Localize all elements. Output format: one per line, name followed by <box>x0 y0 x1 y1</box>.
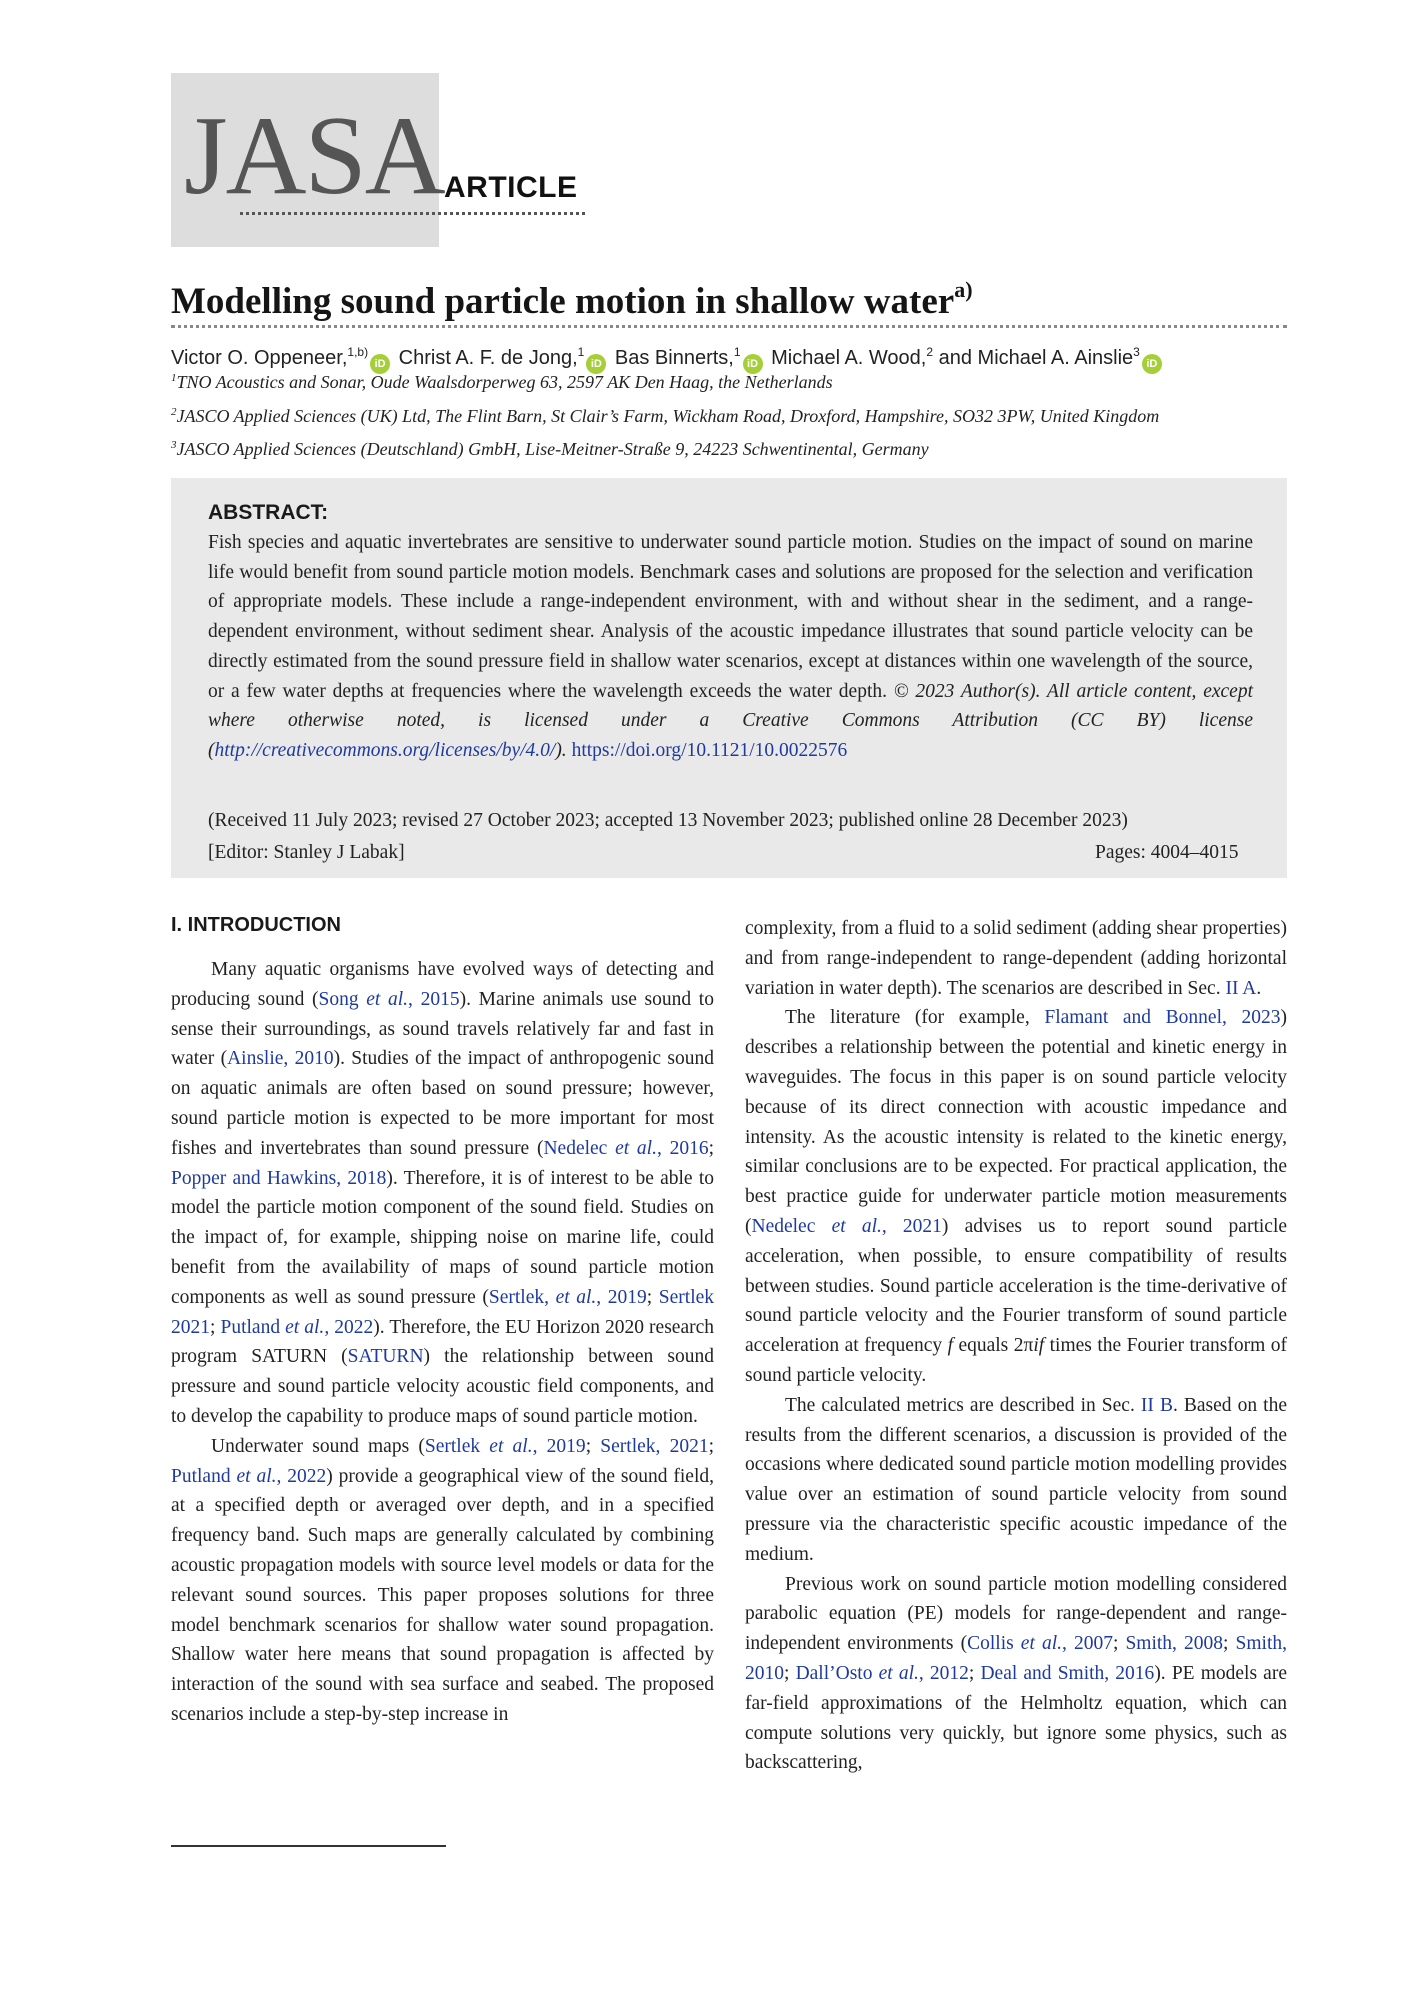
text: ; <box>210 1316 221 1338</box>
text: ; <box>784 1662 796 1684</box>
math-symbol: if <box>1033 1335 1045 1357</box>
citation-link[interactable] <box>425 1436 586 1457</box>
citation-text: , 2016 <box>656 1137 709 1159</box>
affiliation-text: TNO Acoustics and Sonar, Oude Waalsdorperweg 63, 2597 AK Den Haag, the Netherlands <box>176 372 833 392</box>
citation-text: Collis <box>967 1633 1021 1655</box>
received-dates: (Received 11 July 2023; revised 27 October 2023; accepted 13 November 2023; published online 28 December 2023) <box>208 810 1128 831</box>
orcid-icon[interactable]: iD <box>743 354 763 374</box>
citation-text: et al. <box>555 1286 597 1308</box>
text: ; <box>646 1286 659 1308</box>
paragraph <box>745 1003 1287 1390</box>
section-link[interactable]: II B <box>1140 1394 1173 1416</box>
text: . Based on the results from the different scenarios, a discussion is provided of the occasions where dedicated sound particle motion modelling provides value over an estimation of sound particle velocity from sound pressure via the characteristic specific acoustic impedance of the medium. <box>745 1394 1287 1565</box>
citation-text: , 2022 <box>276 1465 327 1487</box>
page-range: Pages: 4004–4015 <box>1095 842 1239 863</box>
citation-link[interactable] <box>967 1633 1113 1654</box>
orcid-icon[interactable]: iD <box>586 354 606 374</box>
citation-link[interactable]: Deal and Smith, 2016 <box>980 1662 1155 1684</box>
citation-link[interactable] <box>752 1216 942 1237</box>
editor-line: [Editor: Stanley J Labak] <box>208 842 405 863</box>
paper-title-text: Modelling sound particle motion in shallow water <box>171 281 955 322</box>
citation-text: et al. <box>615 1137 657 1159</box>
author-affiliation-marker: 1,b) <box>347 345 369 359</box>
affiliation-text: JASCO Applied Sciences (UK) Ltd, The Flint Barn, St Clair’s Farm, Wickham Road, Droxford, Hampshire, SO32 3PW, United Kingdom <box>176 406 1160 426</box>
citation-link[interactable]: Ainslie, 2010 <box>227 1048 334 1070</box>
text: ). Therefore, it is of interest to be able to model the particle motion component of the sound field. Studies on the impact of, for example, shipping noise on marine life, could benefit from the availability of maps of sound particle motion components as well as sound pressure ( <box>171 1167 714 1308</box>
text: The literature (for example, <box>785 1007 1045 1029</box>
citation-text: , 2021 <box>881 1215 942 1237</box>
citation-link[interactable]: Sertlek, 2021 <box>600 1435 709 1457</box>
text: ) the relationship between sound pressure and sound particle velocity acoustic field components, and to develop the capability to produce maps of sound particle motion. <box>171 1346 714 1427</box>
author-name: and Michael A. Ainslie <box>938 347 1134 369</box>
orcid-icon[interactable]: iD <box>1142 354 1162 374</box>
text: ; <box>968 1662 981 1684</box>
affiliation-marker: 2 <box>171 406 177 418</box>
logo-dotted-rule <box>240 212 585 215</box>
text: ; <box>708 1137 715 1159</box>
paragraph <box>171 955 714 1432</box>
license-link[interactable]: http://creativecommons.org/licenses/by/4.0/ <box>214 739 556 761</box>
text: ) advises us to report sound particle acceleration, when possible, to ensure compatibility of results between studies. Sound particle acceleration is the time-derivative of sound particle velocity and the Fourier transform of sound particle acceleration at frequency <box>745 1215 1288 1357</box>
citation-text: et al. <box>831 1215 882 1237</box>
title-footnote-marker: a) <box>954 277 973 302</box>
footnote-rule <box>171 1845 446 1847</box>
article-type-label: ARTICLE <box>444 171 578 204</box>
text: complexity, from a fluid to a solid sediment (adding shear properties) and from range-independent to range-dependent (adding horizontal variation in water depth). The scenarios are described in Sec. <box>745 918 1287 999</box>
citation-link[interactable] <box>220 1317 373 1338</box>
citation-text: et al. <box>878 1662 919 1684</box>
citation-text: et al. <box>366 988 409 1010</box>
paper-title <box>171 268 973 324</box>
text: ; <box>1112 1633 1126 1655</box>
affiliation-1 <box>171 366 833 394</box>
citation-text: Dall’Osto <box>795 1662 879 1684</box>
citation-link[interactable]: Smith, 2010 <box>745 1633 1287 1684</box>
text: times the Fourier transform of sound particle velocity. <box>745 1335 1287 1386</box>
citation-text: Putland <box>220 1316 286 1338</box>
text: Previous work on sound particle motion modelling considered parabolic equation (PE) models for range-dependent and range-independent environments ( <box>745 1573 1287 1655</box>
citation-text: Sertlek <box>424 1435 490 1457</box>
math-symbol: f <box>947 1335 953 1357</box>
citation-text: Putland <box>171 1465 237 1487</box>
citation-link[interactable] <box>318 989 459 1010</box>
author-affiliation-marker: 2 <box>926 345 934 359</box>
citation-text: , 2022 <box>324 1316 374 1338</box>
citation-link[interactable]: SATURN <box>347 1346 424 1368</box>
affiliation-marker: 3 <box>171 439 177 451</box>
text: ; <box>585 1435 601 1457</box>
author-affiliation-marker: 1 <box>577 345 585 359</box>
citation-link[interactable]: Smith, 2008 <box>1125 1633 1224 1655</box>
abstract-text: Fish species and aquatic invertebrates are sensitive to underwater sound particle motion. Studies on the impact of sound on marine life would benefit from sound particle motion models. Benchmark cases and solutions are proposed for the selection and verification of appropriate models. These include a range-independent environment, with and without shear in the sediment, and a range-dependent environment, without sediment shear. Analysis of the acoustic impedance illustrates that sound particle velocity can be directly estimated from the sound pressure field in shallow water scenarios, except at distances within one wavelength of the source, or a few water depths at frequencies where the wavelength exceeds the water depth. <box>208 532 1253 702</box>
section-heading: I. INTRODUCTION <box>171 914 341 936</box>
citation-text: et al. <box>236 1465 277 1487</box>
paragraph <box>745 1570 1287 1779</box>
right-column <box>745 914 1287 1778</box>
affiliation-marker: 1 <box>171 372 177 384</box>
citation-text: Nedelec <box>751 1215 832 1237</box>
citation-text: et al. <box>489 1435 533 1457</box>
text: The calculated metrics are described in Sec. <box>785 1394 1141 1416</box>
affiliation-text: JASCO Applied Sciences (Deutschland) GmbH, Lise-Meitner-Straße 9, 24223 Schwentinental, Germany <box>176 439 929 459</box>
paragraph <box>745 914 1287 1003</box>
author-affiliation-marker: 1 <box>733 345 741 359</box>
abstract-heading: ABSTRACT: <box>208 501 329 524</box>
citation-link[interactable] <box>489 1287 647 1308</box>
copyright-notice: © 2023 Author(s). All article content, except where otherwise noted, is licensed under a Creative Commons Attribution (CC BY) license ( <box>208 680 1254 761</box>
text: equals 2π <box>953 1335 1034 1357</box>
text: ) provide a geographical view of the sound field, at a specified depth or averaged over depth, and in a specified frequency band. Such maps are generally calculated by combining acoustic propagation models with source level models or data for the relevant sound sources. This paper proposes solutions for three model benchmark scenarios for shallow water sound propagation. Shallow water here means that sound propagation is affected by interaction of the sound with sea surface and seabed. The proposed scenarios include a step-by-step increase in <box>171 1465 715 1725</box>
abstract-body <box>208 528 1253 766</box>
orcid-icon[interactable]: iD <box>370 354 390 374</box>
citation-link[interactable] <box>796 1663 969 1684</box>
text: Underwater sound maps ( <box>211 1435 425 1457</box>
author-name: Bas Binnerts, <box>614 347 734 369</box>
text: ). Marine animals use sound to sense their surroundings, as sound travels relatively far and fast in water ( <box>171 988 714 1070</box>
author-name: Victor O. Oppeneer, <box>171 347 348 369</box>
citation-text: , 2019 <box>532 1435 586 1457</box>
text: ). PE models are far-field approximations of the Helmholtz equation, which can compute solutions very quickly, but ignore some physics, such as backscattering, <box>745 1662 1287 1774</box>
journal-logo: JASA <box>184 94 444 218</box>
text: ; <box>708 1435 715 1457</box>
citation-text: et al. <box>285 1316 325 1338</box>
text: . <box>1256 977 1262 999</box>
author-name: Michael A. Wood, <box>771 347 927 369</box>
affiliation-3 <box>171 433 929 461</box>
text: ) describes a relationship between the potential and kinetic energy in waveguides. The focus in this paper is on sound particle velocity because of its direct connection with acoustic impedance and intensity. As the acoustic intensity is related to the kinetic energy, similar conclusions are to be expected. For practical application, the best practice guide for underwater particle motion measurements ( <box>745 1007 1287 1237</box>
citation-link[interactable]: Flamant and Bonnel, 2023 <box>1044 1007 1281 1029</box>
citation-text: Song <box>318 988 367 1010</box>
text: ). Studies of the impact of anthropogenic sound on aquatic animals are often based on sound pressure; however, sound particle motion is expected to be more important for most fishes and invertebrates than sound pressure ( <box>171 1048 714 1159</box>
citation-text: , 2012 <box>918 1662 969 1684</box>
author-name: Christ A. F. de Jong, <box>398 347 578 369</box>
doi-link[interactable]: https://doi.org/10.1121/10.0022576 <box>571 739 848 761</box>
text: Many aquatic organisms have evolved ways of detecting and producing sound ( <box>171 959 714 1010</box>
section-link[interactable]: II A <box>1225 977 1257 999</box>
citation-link[interactable] <box>171 1466 326 1487</box>
text: ; <box>1223 1633 1236 1655</box>
citation-link[interactable] <box>543 1138 708 1159</box>
text: ). Therefore, the EU Horizon 2020 research program SATURN ( <box>171 1316 714 1368</box>
citation-text: et al. <box>1020 1633 1062 1655</box>
paragraph <box>745 1391 1287 1570</box>
left-column <box>171 955 714 1730</box>
author-affiliation-marker: 3 <box>1133 345 1140 359</box>
citation-text: Nedelec <box>543 1137 616 1159</box>
paragraph <box>171 1432 714 1730</box>
citation-text: , 2019 <box>596 1286 647 1308</box>
citation-text: , 2007 <box>1062 1633 1113 1655</box>
citation-link[interactable]: Popper and Hawkins, 2018 <box>171 1167 387 1189</box>
affiliation-2 <box>171 400 1159 428</box>
citation-text: Sertlek, <box>488 1286 556 1308</box>
title-dotted-rule <box>171 325 1287 328</box>
citation-link[interactable]: Sertlek 2021 <box>171 1286 715 1338</box>
citation-text: , 2015 <box>408 988 460 1010</box>
copyright-end: ). <box>555 739 567 761</box>
